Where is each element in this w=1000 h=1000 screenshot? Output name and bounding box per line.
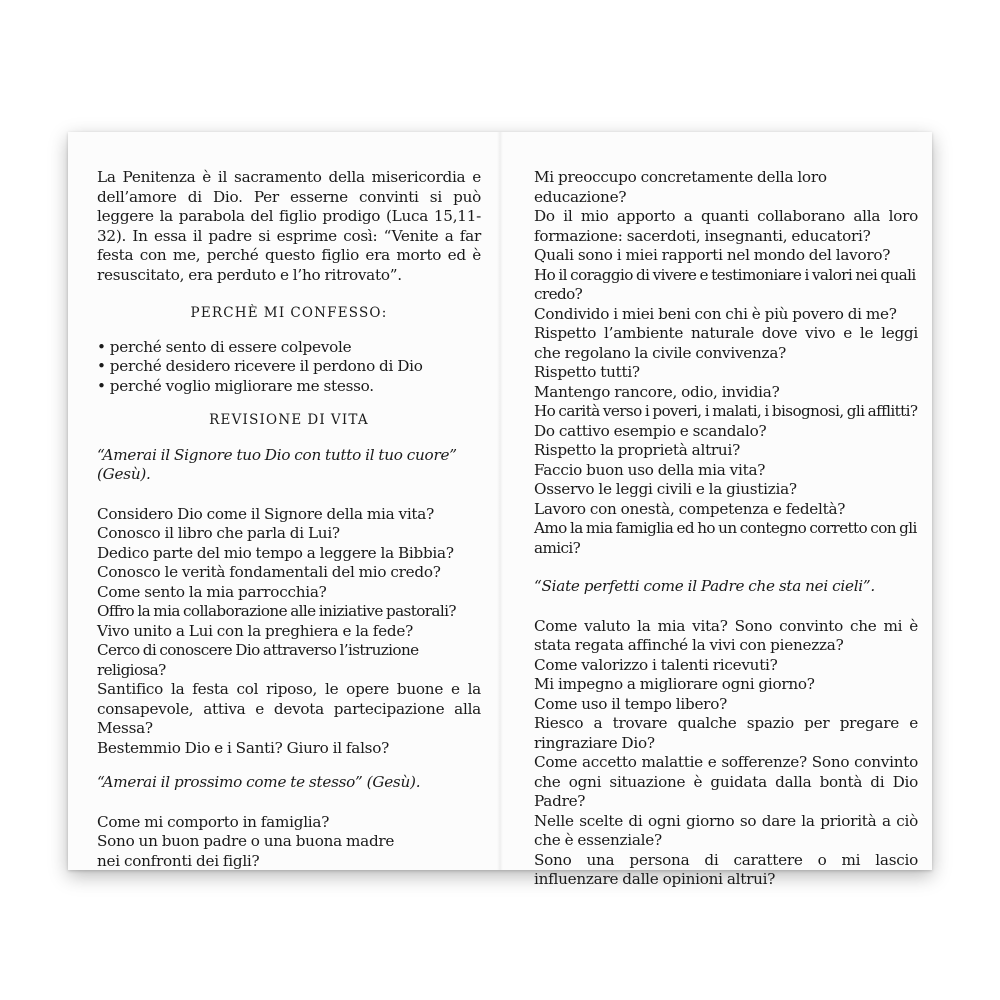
question-line: Lavoro con onestà, competenza e fedeltà? (534, 499, 846, 518)
quote-be-perfect: “Siate perfetti come il Padre che sta nei cieli”. (534, 577, 876, 595)
question-line: Come valuto la mia vita? Sono convinto che mi è stata regata affinché la vivi con pienezza? (534, 616, 918, 654)
reason-item: • perché sento di essere colpevole (97, 338, 481, 358)
questions-self (534, 617, 918, 890)
left-page (97, 168, 481, 871)
intro-paragraph: La Penitenza è il sacramento della misericordia e dell’amore di Dio. Per esserne convinti si può leggere la parabola del figlio prodigo (Luca 15,11-32). In essa il padre si esprime così: “Venite a far festa con me, perché questo figlio era morto ed è resuscitato, era perduto e l’ho ritrovato”. (97, 168, 481, 284)
question-line: nei confronti dei figli? (97, 851, 260, 870)
question-line: Ho carità verso i poveri, i malati, i bisognosi, gli afflitti? (534, 402, 918, 420)
question-line: Faccio buon uso della mia vita? (534, 460, 766, 479)
question-line: Cerco di conoscere Dio attraverso l’istruzione religiosa? (97, 641, 419, 679)
question-line: Come mi comporto in famiglia? (97, 812, 330, 831)
question-line: Nelle scelte di ogni giorno so dare la priorità a ciò che è essenziale? (534, 811, 918, 849)
question-line: Rispetto l’ambiente naturale dove vivo e le leggi che regolano la civile convivenza? (534, 324, 918, 362)
question-line: Osservo le leggi civili e la giustizia? (534, 480, 797, 498)
right-page (534, 168, 918, 890)
question-line: Come valorizzo i talenti ricevuti? (534, 655, 778, 674)
quote-love-god: “Amerai il Signore tuo Dio con tutto il tuo cuore” (Gesù). (97, 445, 457, 483)
questions-others (534, 168, 918, 558)
question-line: Rispetto tutti? (534, 363, 640, 381)
question-line: Rispetto la proprietà altrui? (534, 441, 740, 459)
question-line: Mantengo rancore, odio, invidia? (534, 382, 780, 401)
question-line: Do cattivo esempio e scandalo? (534, 421, 767, 440)
question-line: Come uso il tempo libero? (534, 694, 727, 713)
question-line: Vivo unito a Lui con la preghiera e la fede? (97, 621, 414, 640)
question-line: Mi preoccupo concretamente della loro educazione? (534, 168, 827, 206)
question-line: Quali sono i miei rapporti nel mondo del lavoro? (534, 246, 891, 264)
question-line: Dedico parte del mio tempo a leggere la Bibbia? (97, 543, 454, 562)
quote-love-neighbor: “Amerai il prossimo come te stesso” (Gesù). (97, 773, 421, 791)
questions-neighbor (97, 813, 481, 872)
booklet-spread (68, 132, 932, 888)
questions-god (97, 505, 481, 759)
question-line: Come accetto malattie e sofferenze? Sono convinto che ogni situazione è guidata dalla bontà di Dio Padre? (534, 753, 918, 810)
center-fold (497, 132, 503, 870)
question-line: Mi impegno a migliorare ogni giorno? (534, 675, 815, 693)
question-line: Sono un buon padre o una buona madre (97, 832, 395, 850)
question-line: Bestemmio Dio e i Santi? Giuro il falso? (97, 738, 390, 757)
question-line: Sono una persona di carattere o mi lascio influenzare dalle opinioni altrui? (534, 850, 918, 888)
question-line: Riesco a trovare qualche spazio per pregare e ringraziare Dio? (534, 714, 918, 752)
question-line: Condivido i miei beni con chi è più povero di me? (534, 304, 897, 323)
question-line: Amo la mia famiglia ed ho un contegno corretto con gli amici? (534, 519, 917, 557)
question-line: Come sento la mia parrocchia? (97, 582, 327, 601)
question-line: Ho il coraggio di vivere e testimoniare i valori nei quali credo? (534, 265, 916, 303)
heading-perche-mi-confesso: PERCHÈ MI CONFESSO: (190, 305, 388, 321)
heading-revisione-di-vita: REVISIONE DI VITA (209, 412, 369, 428)
question-line: Offro la mia collaborazione alle iniziative pastorali? (97, 602, 456, 620)
question-line: Do il mio apporto a quanti collaborano alla loro formazione: sacerdoti, insegnanti, educatori? (534, 207, 918, 245)
question-line: Considero Dio come il Signore della mia vita? (97, 504, 434, 523)
reasons-list (97, 338, 481, 397)
reason-item: • perché voglio migliorare me stesso. (97, 377, 481, 397)
question-line: Santifico la festa col riposo, le opere buone e la consapevole, attiva e devota partecipazione alla Messa? (97, 680, 481, 737)
question-line: Conosco il libro che parla di Lui? (97, 524, 340, 542)
reason-item: • perché desidero ricevere il perdono di Dio (97, 357, 481, 377)
question-line: Conosco le verità fondamentali del mio credo? (97, 563, 441, 581)
